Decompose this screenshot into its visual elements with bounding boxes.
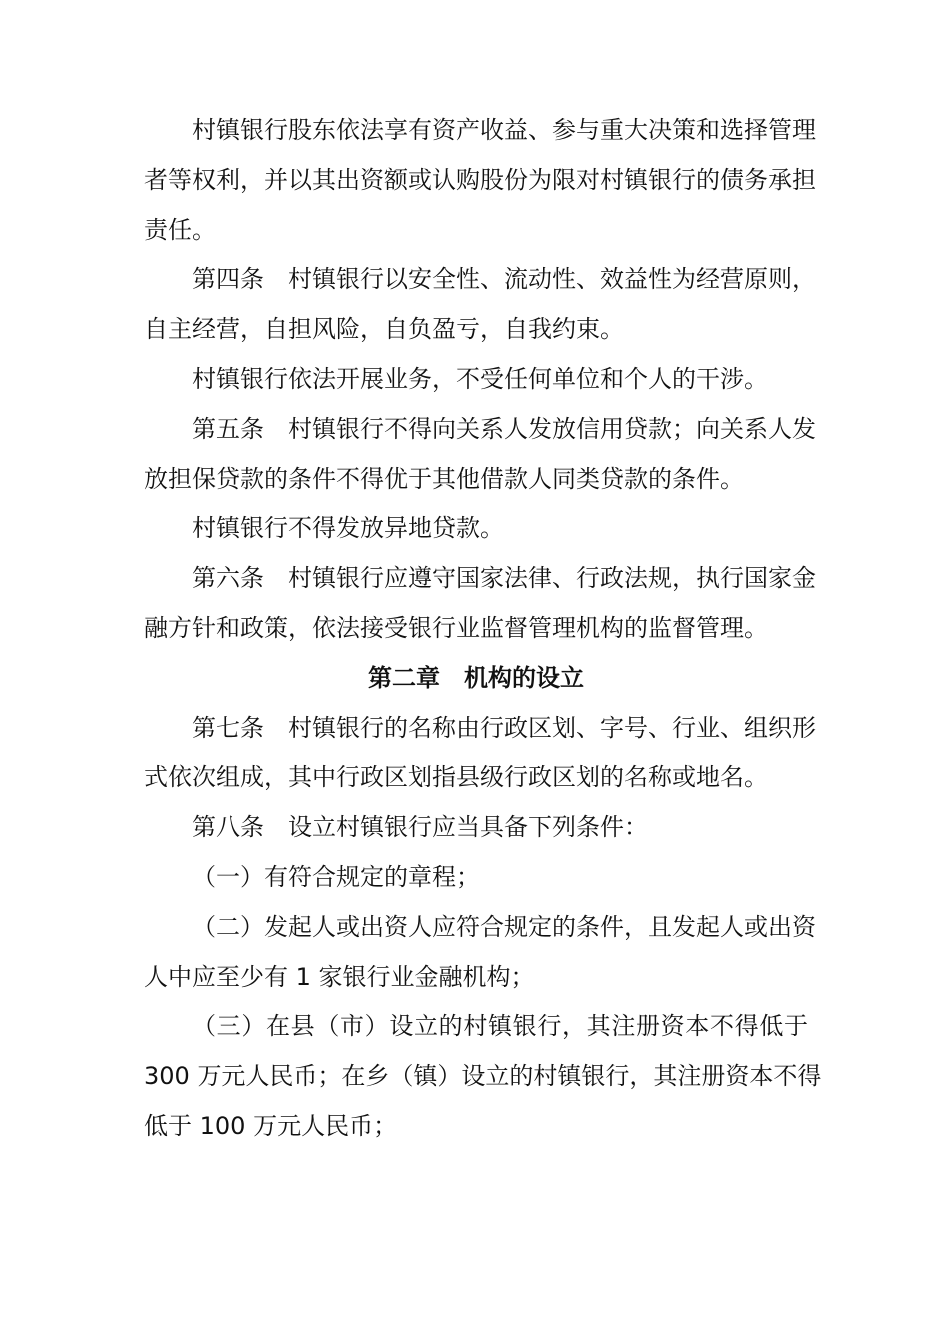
- chapter-heading: 第二章 机构的设立: [368, 663, 584, 692]
- text-line: 人中应至少有 1 家银行业金融机构；: [144, 962, 535, 991]
- text-line: 第六条 村镇银行应遵守国家法律、行政法规，执行国家金: [192, 564, 816, 593]
- paragraph-article-4: [144, 255, 816, 355]
- paragraph-article-7: [144, 704, 816, 804]
- text-line: 式依次组成，其中行政区划指县级行政区划的名称或地名。: [144, 763, 768, 792]
- text-line: 第五条 村镇银行不得向关系人发放信用贷款；向关系人发: [192, 414, 816, 443]
- text-line: 第四条 村镇银行以安全性、流动性、效益性为经营原则，: [192, 265, 816, 294]
- paragraph-shareholder-rights: [144, 106, 816, 255]
- paragraph-no-remote-loans: [144, 504, 808, 554]
- text-line: （二）发起人或出资人应符合规定的条件，且发起人或出资: [192, 912, 816, 941]
- text-line: 低于 100 万元人民币；: [144, 1111, 398, 1140]
- text-line: 第八条 设立村镇银行应当具备下列条件：: [192, 813, 648, 842]
- text-line: 村镇银行股东依法享有资产收益、参与重大决策和选择管理: [192, 116, 816, 144]
- paragraph-article-5: [144, 405, 816, 505]
- text-line: 第七条 村镇银行的名称由行政区划、字号、行业、组织形: [192, 713, 816, 742]
- text-line: 村镇银行依法开展业务，不受任何单位和个人的干涉。: [192, 364, 768, 393]
- document-page: [144, 106, 822, 1152]
- text-line: 300 万元人民币；在乡（镇）设立的村镇银行，其注册资本不得: [144, 1062, 822, 1091]
- text-line: （三）在县（市）设立的村镇银行，其注册资本不得低于: [192, 1012, 808, 1041]
- paragraph-article-8: [144, 803, 808, 853]
- text-line: 者等权利，并以其出资额或认购股份为限对村镇银行的债务承担: [144, 165, 816, 194]
- paragraph-lawful-business: [144, 355, 808, 405]
- list-item-3: [144, 1002, 822, 1151]
- text-line: 放担保贷款的条件不得优于其他借款人同类贷款的条件。: [144, 464, 744, 493]
- list-item-1: [144, 853, 808, 903]
- text-line: 自主经营，自担风险，自负盈亏，自我约束。: [144, 315, 624, 344]
- text-line: 融方针和政策，依法接受银行业监督管理机构的监督管理。: [144, 613, 768, 642]
- paragraph-article-6: [144, 554, 816, 654]
- text-line: 村镇银行不得发放异地贷款。: [192, 514, 504, 543]
- text-line: 责任。: [144, 215, 216, 244]
- list-item-2: [144, 903, 816, 1003]
- text-line: （一）有符合规定的章程；: [192, 862, 480, 891]
